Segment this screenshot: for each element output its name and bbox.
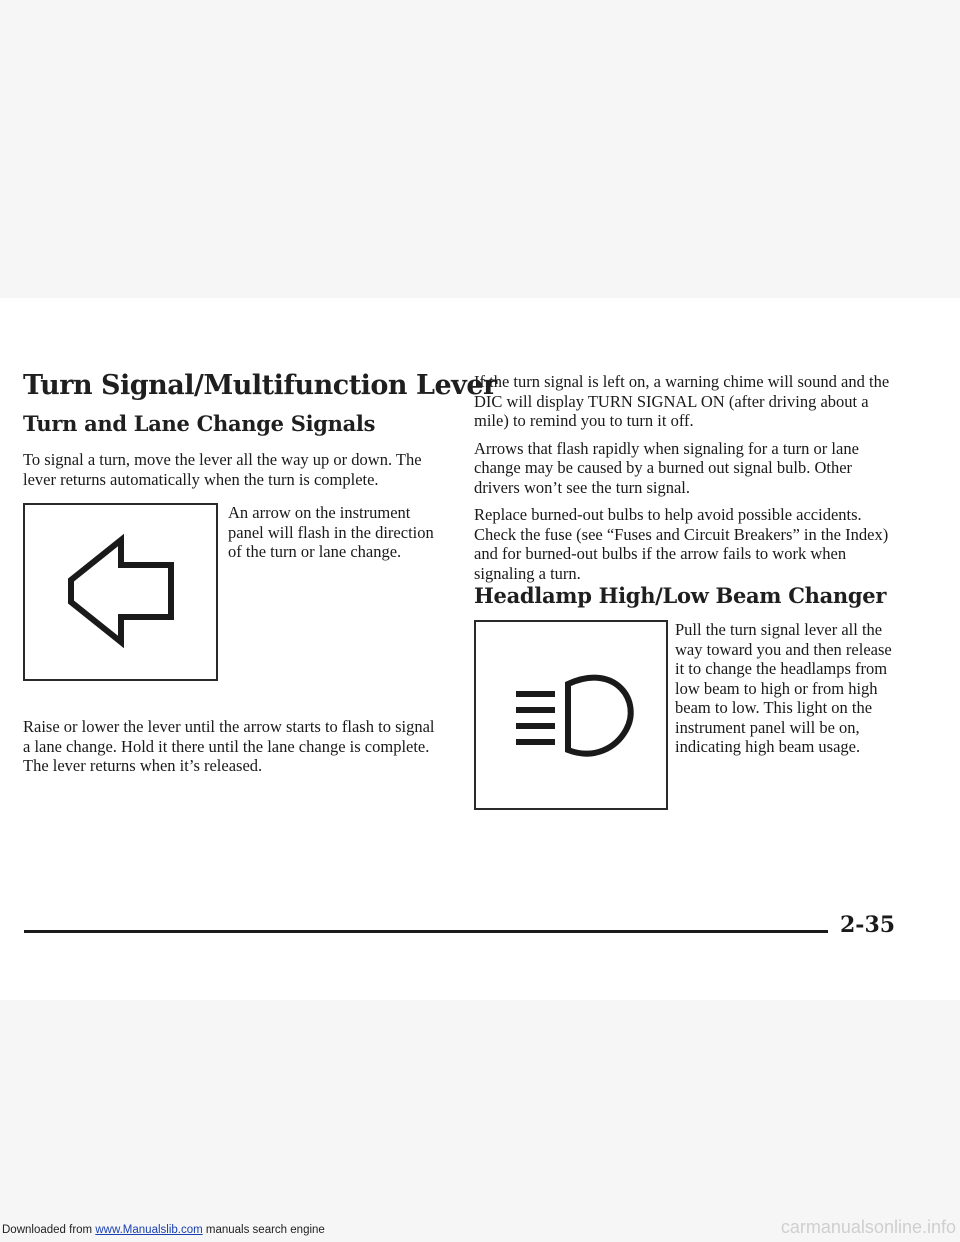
subsection-title: Turn and Lane Change Signals bbox=[23, 411, 376, 436]
turn-arrow-left-icon bbox=[25, 505, 216, 679]
replace-bulbs-text: Replace burned-out bulbs to help avoid possible accidents. Check the fuse (see “Fuses and Circuit Breakers” in the Index) and for burned-out bulbs if the arrow fails to work when signaling a turn. bbox=[474, 505, 889, 583]
manualslib-link[interactable]: www.Manualslib.com bbox=[95, 1224, 203, 1236]
page-rule bbox=[24, 930, 828, 933]
high-beam-figure-row bbox=[474, 620, 894, 810]
turn-signal-chime-text: If the turn signal is left on, a warning chime will sound and the DIC will display TURN SIGNAL ON (after driving about a mile) to remind you to turn it off. bbox=[474, 372, 890, 430]
bottom-margin bbox=[0, 1000, 960, 1242]
right-column bbox=[474, 372, 894, 810]
high-beam-icon bbox=[476, 622, 666, 808]
rapid-flash-text: Arrows that flash rapidly when signaling for a turn or lane change may be caused by a burned out signal bulb. Other drivers won’t see the turn signal. bbox=[474, 438, 859, 497]
top-margin bbox=[0, 0, 960, 298]
turn-signal-figure-caption: An arrow on the instrument panel will flash in the direction of the turn or lane change. bbox=[228, 503, 434, 561]
turn-signal-intro: To signal a turn, move the lever all the way up or down. The lever returns automatically when the turn is complete. bbox=[23, 450, 422, 489]
high-beam-figure-caption: Pull the turn signal lever all the way toward you and then release it to change the headlamps from low beam to high or from high beam to low. This light on the instrument panel will be on, indicating high beam usage. bbox=[675, 620, 892, 756]
section-title: Turn Signal/Multifunction Lever bbox=[23, 370, 497, 401]
headlamp-heading: Headlamp High/Low Beam Changer bbox=[474, 583, 887, 608]
turn-signal-figure bbox=[23, 503, 218, 681]
turn-signal-figure-row bbox=[23, 503, 443, 681]
left-column bbox=[23, 370, 497, 776]
download-footer bbox=[2, 1224, 325, 1236]
page-number: 2-35 bbox=[840, 912, 896, 938]
lane-change-text: Raise or lower the lever until the arrow starts to flash to signal a lane change. Hold it there until the lane change is complete. The lever returns when it’s released. bbox=[23, 717, 435, 775]
footer-suffix: manuals search engine bbox=[202, 1224, 325, 1236]
watermark: carmanualsonline.info bbox=[780, 1217, 956, 1237]
footer-prefix: Downloaded from bbox=[2, 1224, 96, 1236]
high-beam-figure bbox=[474, 620, 668, 810]
